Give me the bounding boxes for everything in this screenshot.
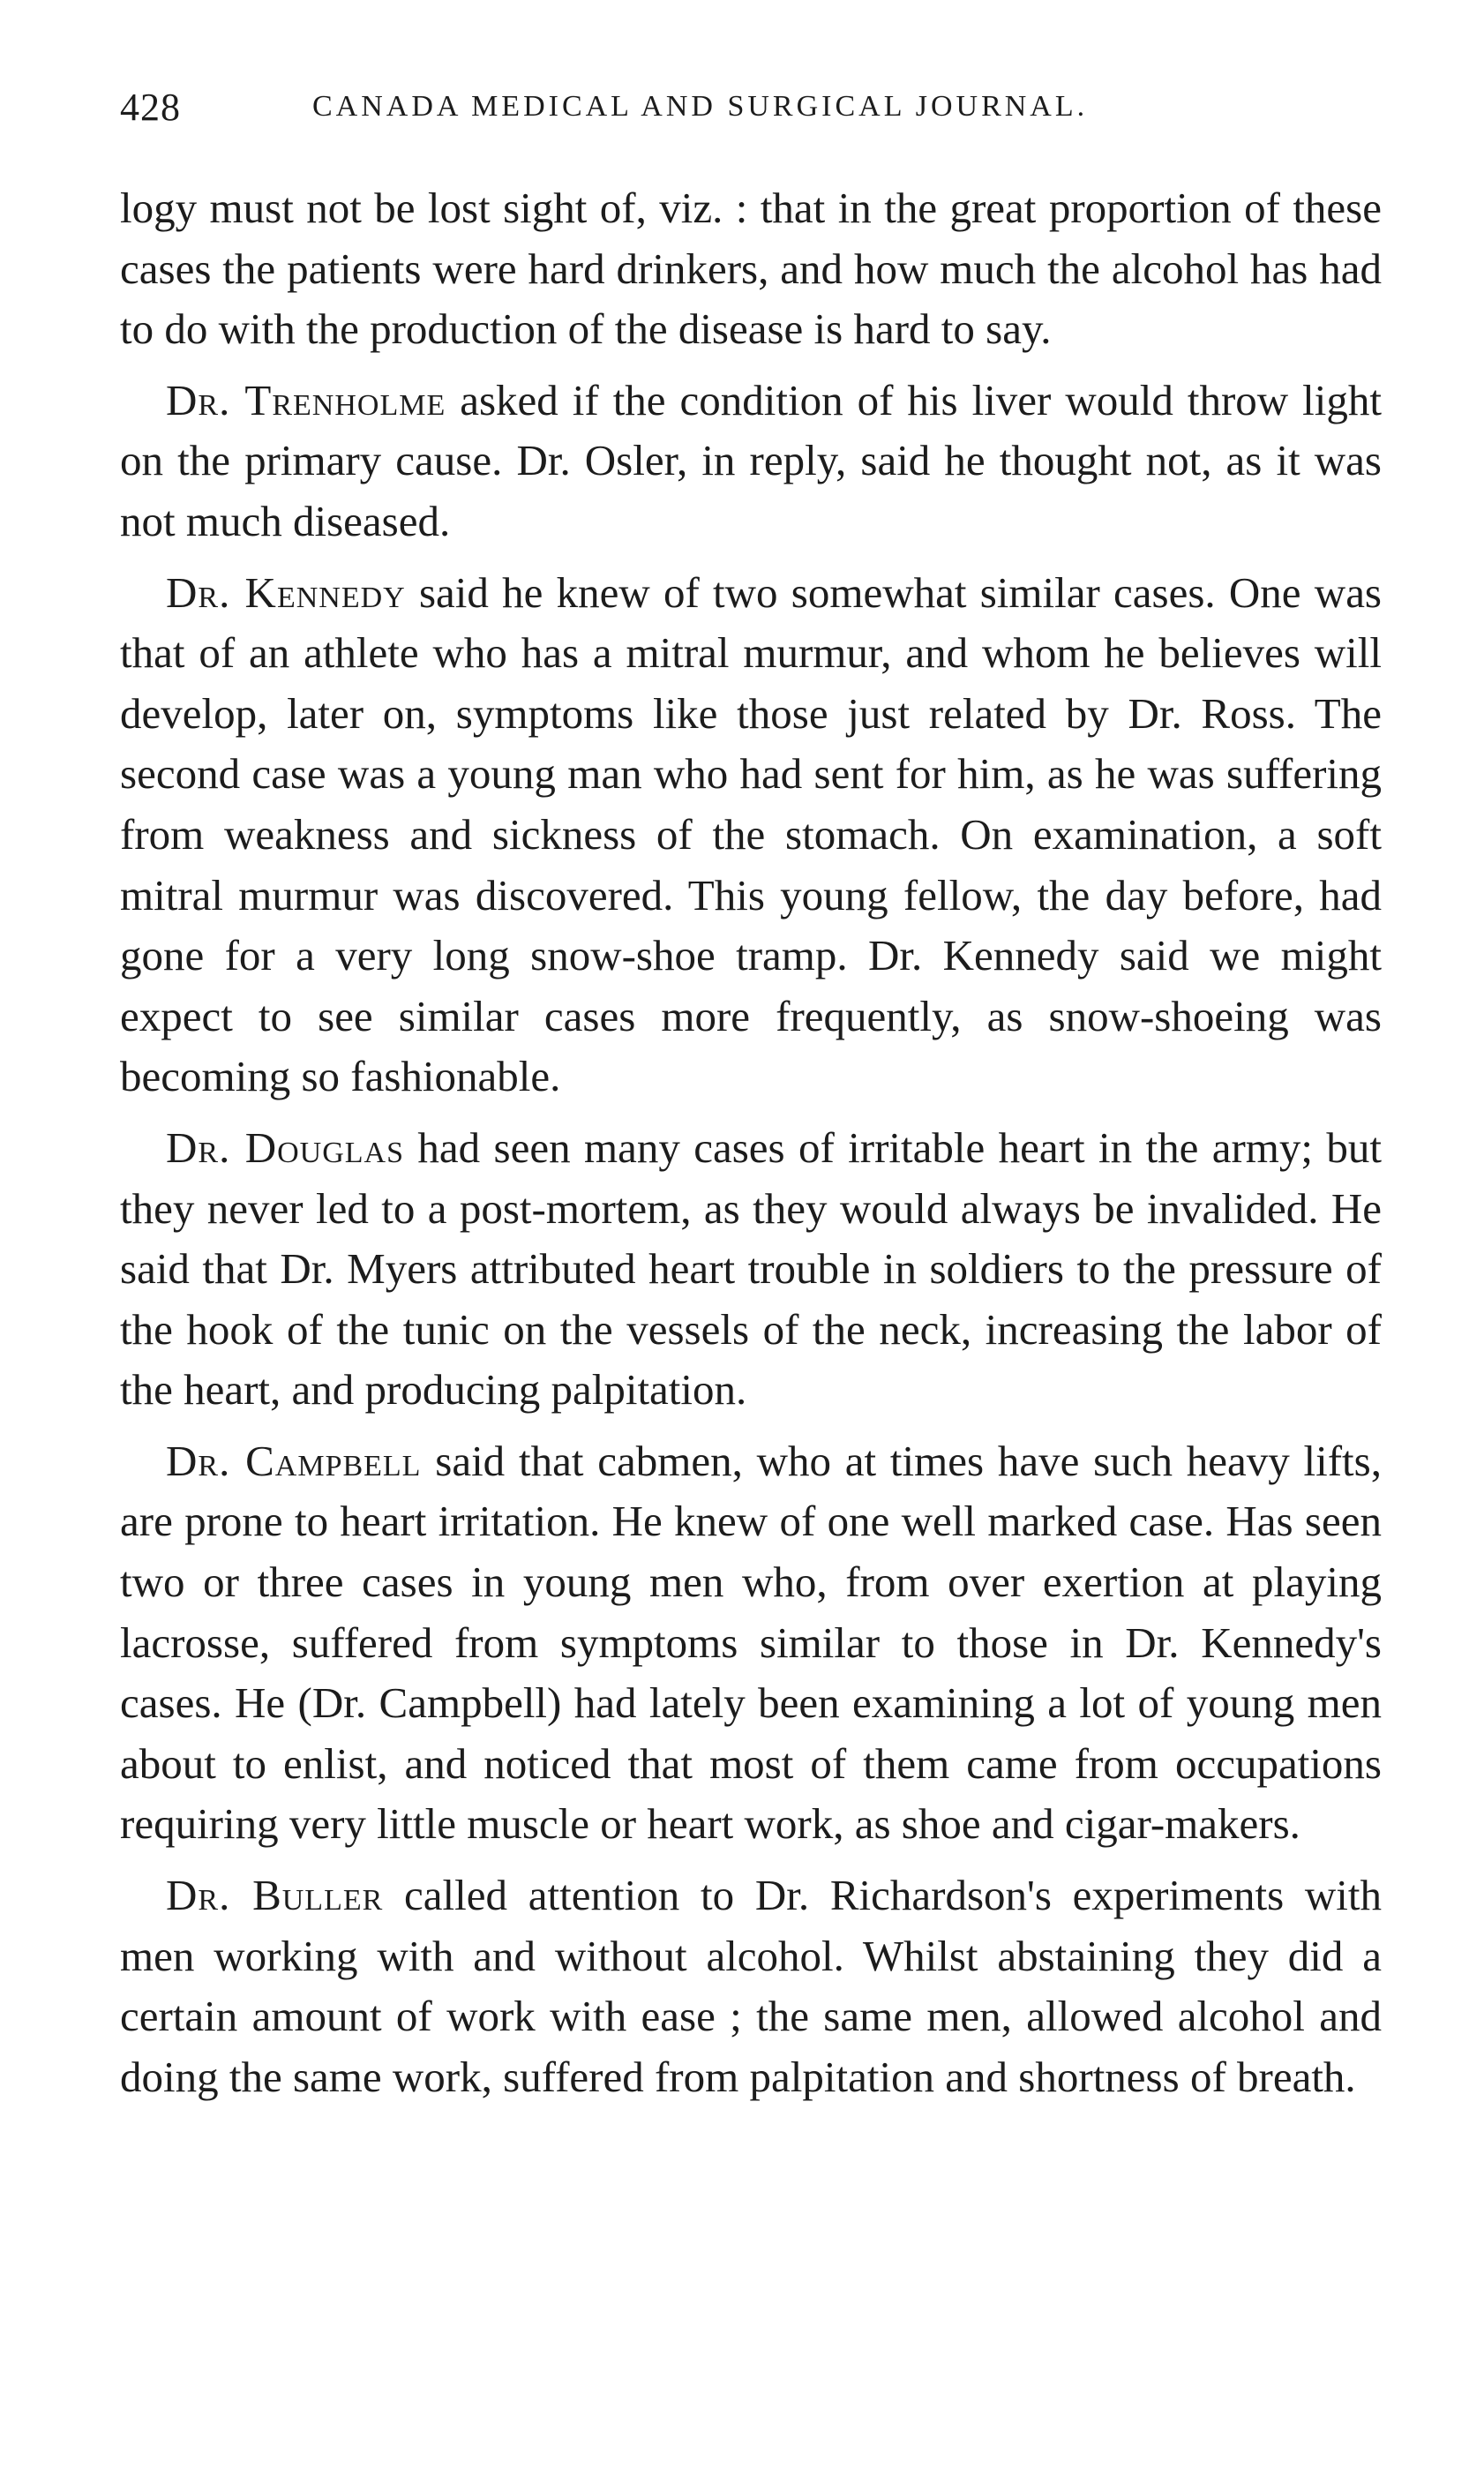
paragraph-text: said he knew of two somewhat similar cases. One was that of an athlete who has a mitral murmur, and whom he believes will develop, later on, symptoms like those just related by Dr. Ross. The second case was a young man who had sent for him, as he was suffering from weakness and sickness of the stomach. On examination, a soft mitral murmur was discovered. This young fellow, the day before, had gone for a very long snow-shoe tramp. Dr. Kennedy said we might expect to see similar cases more frequently, as snow-shoeing was becoming so fashionable. <box>120 567 1383 1101</box>
journal-page <box>120 85 1382 2118</box>
paragraph-text: called attention to Dr. Richardson's experiments with men working with and without alcohol. Whilst abstaining they did a certain amount of work with ease ; the same men, allowed alcohol and doing the same work, suffered from palpitation and shortness of breath. <box>120 1871 1382 2101</box>
paragraph-text: logy must not be lost sight of, viz. : that in the great proportion of these cases the patients were hard drinkers, and how much the alcohol has had to do with the production of the disease is hard to say. <box>120 184 1382 354</box>
speaker-name: Dr. Buller <box>166 1871 384 1920</box>
paragraph-trenholme <box>120 371 1382 552</box>
journal-title: CANADA MEDICAL AND SURGICAL JOURNAL. <box>312 90 1089 123</box>
paragraph-buller <box>120 1865 1382 2107</box>
paragraph-campbell <box>120 1431 1382 1855</box>
speaker-name: Dr. Campbell <box>166 1436 422 1485</box>
paragraph-douglas <box>120 1118 1382 1421</box>
body-text <box>120 178 1382 2107</box>
speaker-name: Dr. Trenholme <box>166 375 446 424</box>
paragraph-text: asked if the condition of his liver would throw light on the primary cause. Dr. Osler, in reply, said he thought not, as it was not much diseased. <box>120 375 1382 545</box>
running-head <box>120 85 1382 138</box>
paragraph-text: had seen many cases of irritable heart in the army; but they never led to a post-mortem, as they would always be invalided. He said that Dr. Myers attributed heart trouble in soldiers to the pressure of the hook of the tunic on the vessels of the neck, increasing the labor of the heart, and producing palpitation. <box>120 1122 1382 1415</box>
paragraph-continuation <box>120 178 1382 360</box>
paragraph-text: said that cabmen, who at times have such heavy lifts, are prone to heart irritation. He knew of one well marked case. Has seen two or three cases in young men who, from over exertion at playing lacrosse, suffered from symptoms similar to those in Dr. Kennedy's cases. He (Dr. Campbell) had lately been examining a lot of young men about to enlist, and noticed that most of them came from occupations requiring very little muscle or heart work, as shoe and cigar-makers. <box>120 1436 1382 1849</box>
page-number: 428 <box>120 86 181 129</box>
speaker-name: Dr. Douglas <box>166 1122 404 1172</box>
speaker-name: Dr. Kennedy <box>166 567 406 617</box>
paragraph-kennedy <box>120 563 1382 1107</box>
